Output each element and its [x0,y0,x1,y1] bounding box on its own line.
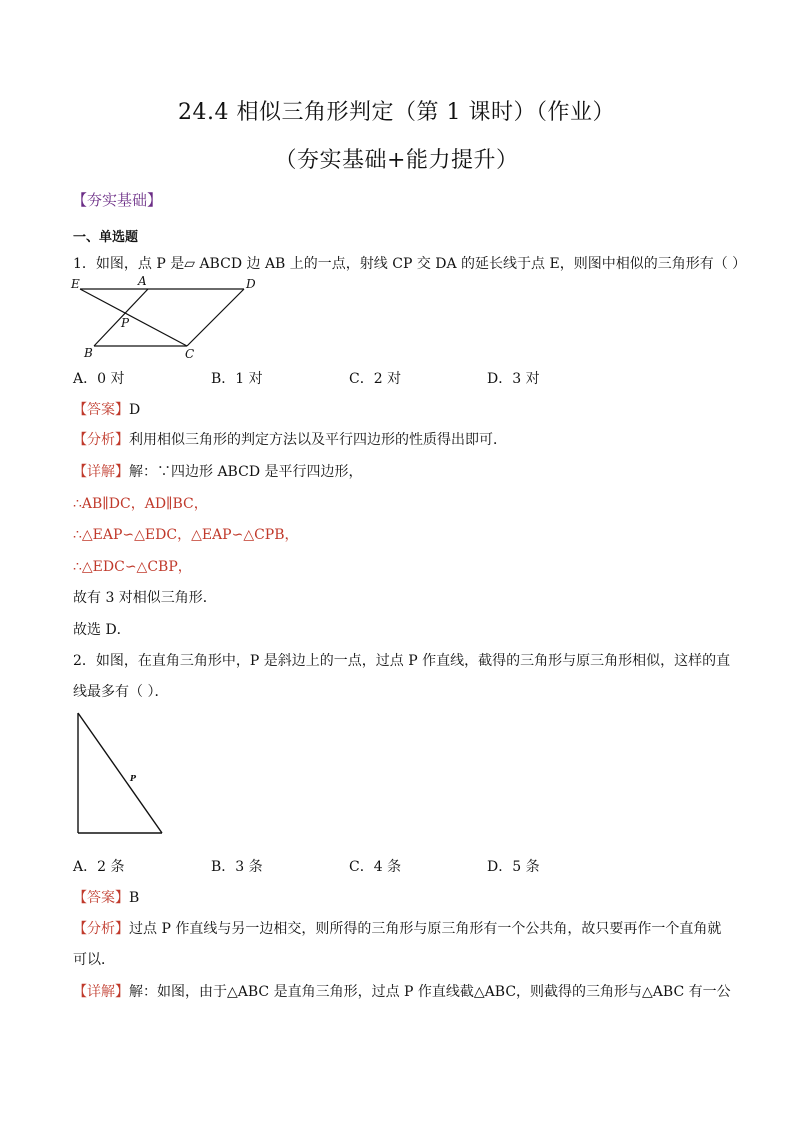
q1-option-a: A．0 对 [73,371,125,387]
detail-tag: 【详解】 [73,984,129,1000]
q2-analysis-line2: 可以． [73,952,115,968]
q2-detail [73,981,731,1001]
q2-option-a: A．2 条 [73,859,125,875]
q2-option-d: D．5 条 [487,859,540,875]
answer-tag: 【答案】 [73,402,129,418]
q2-option-b: B．3 条 [211,859,263,875]
label-P: P [121,316,130,330]
q1-detail-line-4: ∴△EDC∽△CBP， [73,559,192,575]
q1-detail [73,461,363,481]
q1-option-b: B．1 对 [211,371,263,387]
analysis-tag: 【分析】 [73,921,129,937]
detail-line: 解：如图，由于△ABC 是直角三角形，过点 P 作直线截△ABC，则截得的三角形与△ABC 有一公 [129,984,731,1000]
label-C: C [185,347,195,361]
line-DC [187,289,244,346]
q1-parallelogram-figure [68,274,268,364]
section-tag: 【夯实基础】 [72,191,163,209]
q1-option-d: D．3 对 [487,371,540,387]
analysis-text: 利用相似三角形的判定方法以及平行四边形的性质得出即可． [129,432,507,448]
q1-text: 1．如图，点 P 是▱ ABCD 边 AB 上的一点，射线 CP 交 DA 的延长线于点 E，则图中相似的三角形有（ ） [73,256,747,272]
label-E: E [71,277,80,291]
page-subtitle: （夯实基础+能力提升） [274,148,519,173]
analysis-tag: 【分析】 [73,432,129,448]
q1-answer [73,399,140,419]
q1-detail-line-3: ∴△EAP∽△EDC，△EAP∽△CPB， [73,527,299,543]
q1-detail-line-6: 故选 D． [73,622,131,638]
detail-tag: 【详解】 [73,464,129,480]
answer-value: D [129,402,141,418]
section-heading: 一、单选题 [73,230,139,245]
label-P: P [130,773,137,783]
answer-value: B [129,890,140,906]
q2-answer [73,887,139,907]
page-title: 24.4 相似三角形判定（第 1 课时）（作业） [178,100,615,125]
q2-analysis [73,918,721,938]
detail-line: 解：∵四边形 ABCD 是平行四边形， [129,464,363,480]
answer-tag: 【答案】 [73,890,129,906]
label-D: D [246,277,256,291]
q1-analysis [73,429,507,449]
q2-right-triangle-figure [70,708,170,840]
q1-detail-line-5: 故有 3 对相似三角形． [73,590,217,606]
analysis-text: 过点 P 作直线与另一边相交，则所得的三角形与原三角形有一个公共角，故只要再作一个直角就 [129,921,722,937]
q1-detail-line-2: ∴AB∥DC，AD∥BC， [73,496,208,512]
q2-option-c: C．4 条 [349,859,402,875]
q1-option-c: C．2 对 [349,371,402,387]
q2-text-line2: 线最多有（ ）． [73,684,169,700]
label-B: B [84,346,93,360]
line-EC [80,289,187,346]
q2-text-line1: 2．如图，在直角三角形中，P 是斜边上的一点，过点 P 作直线，截得的三角形与原三角形相似，这样的直 [73,653,731,669]
label-A: A [138,274,147,288]
triangle-hypotenuse [78,713,162,833]
